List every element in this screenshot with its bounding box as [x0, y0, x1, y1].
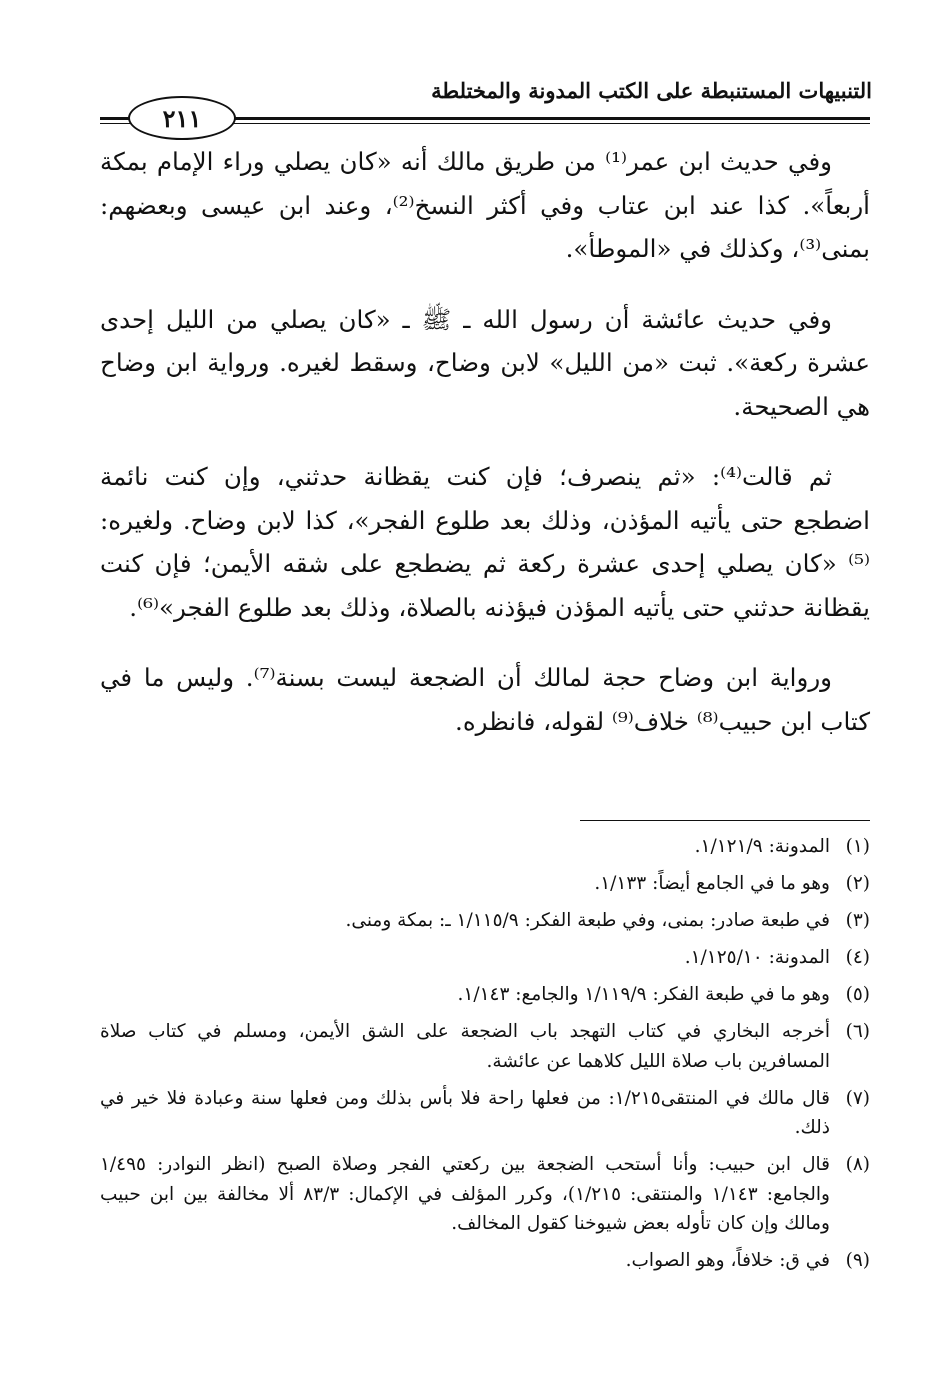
footnote-number: (١) [845, 836, 870, 857]
footnote-text: قال مالك في المنتقى١/٢١٥: من فعلها راحة فلا بأس بذلك ومن فعلها سنة وعبادة فلا خير في ذلك. [100, 1087, 830, 1138]
footnote-text: قال ابن حبيب: وأنا أستحب الضجعة بين ركعتي الفجر وصلاة الصبح (انظر النوادر: ١/٤٩٥ والجامع: ١/١٤٣ والمنتقى: ١/٢١٥)، وكرر المؤلف في الإكمال: ٨٣/٣ ألا مخالفة بين ابن حبيب ومالك وإن كان تأوله بعض شيوخنا كقول المخالف. [100, 1154, 830, 1234]
page-number-badge [128, 96, 236, 140]
footnote-number: (٦) [845, 1021, 870, 1042]
footnote [100, 869, 870, 899]
footnote [100, 1150, 870, 1239]
footnote [100, 1246, 870, 1276]
paragraph: وفي حديث ابن عمر⁽¹⁾ من طريق مالك أنه «كان يصلي وراء الإمام بمكة أربعاً». كذا عند ابن عتاب وفي أكثر النسخ⁽²⁾، وعند ابن عيسى وبعضهم: بمنى⁽³⁾، وكذلك في «الموطأ». [100, 147, 870, 263]
footnote-separator [580, 820, 870, 821]
footnote [100, 943, 870, 973]
footnote-text: وهو ما في طبعة الفكر: ١/١١٩/٩ والجامع: ١/١٤٣. [457, 984, 830, 1005]
footnote [100, 906, 870, 936]
footnote-number: (٤) [845, 947, 870, 968]
paragraph: وفي حديث عائشة أن رسول الله ـ ﷺ ـ «كان يصلي من الليل إحدى عشرة ركعة». ثبت «من الليل» لابن وضاح، وسقط لغيره. ورواية ابن وضاح هي الصحيحة. [100, 304, 870, 421]
page-number: ٢١١ [162, 103, 202, 133]
footnotes [100, 832, 870, 1283]
paragraph: ورواية ابن وضاح حجة لمالك أن الضجعة ليست بسنة⁽⁷⁾. وليس ما في كتاب ابن حبيب⁽⁸⁾ خلاف⁽⁹⁾ لقوله، فانظره. [100, 663, 870, 736]
footnote-number: (٣) [845, 910, 870, 931]
footnote-text: وهو ما في الجامع أيضاً: ١/١٣٣. [594, 873, 830, 894]
footnote-text: المدونة: ١/١٢٥/١٠. [684, 947, 830, 968]
running-title: التنبيهات المستنبطة على الكتب المدونة والمختلطة [431, 78, 872, 103]
footnote-number: (٩) [845, 1250, 870, 1271]
paragraph: ثم قالت⁽⁴⁾: «ثم ينصرف؛ فإن كنت يقظانة حدثني، وإن كنت نائمة اضطجع حتى يأتيه المؤذن، وذلك بعد طلوع الفجر»، كذا لابن وضاح. ولغيره:⁽⁵⁾ «كان يصلي إحدى عشرة ركعة ثم يضطجع على شقه الأيمن؛ فإن كنت يقظانة حدثني حتى يأتيه المؤذن فيؤذنه بالصلاة، وذلك بعد طلوع الفجر»⁽⁶⁾. [100, 462, 870, 622]
footnote-text: المدونة: ١/١٢١/٩. [694, 836, 830, 857]
main-text [100, 140, 870, 770]
footnote [100, 980, 870, 1010]
footnote-number: (٨) [845, 1154, 870, 1175]
footnote-number: (٧) [845, 1087, 870, 1109]
footnote-number: (٢) [845, 873, 870, 894]
footnote-text: أخرجه البخاري في كتاب التهجد باب الضجعة على الشق الأيمن، ومسلم في كتاب صلاة المسافرين باب صلاة الليل كلاهما عن عائشة. [100, 1021, 830, 1072]
footnote [100, 832, 870, 862]
footnote [100, 1084, 870, 1143]
footnote-text: في ق: خلافاً، وهو الصواب. [625, 1250, 830, 1271]
footnote-number: (٥) [845, 984, 870, 1005]
footnote [100, 1017, 870, 1076]
footnote-text: في طبعة صادر: بمنى، وفي طبعة الفكر: ١/١١٥/٩ ـ: بمكة ومنى. [345, 910, 830, 931]
